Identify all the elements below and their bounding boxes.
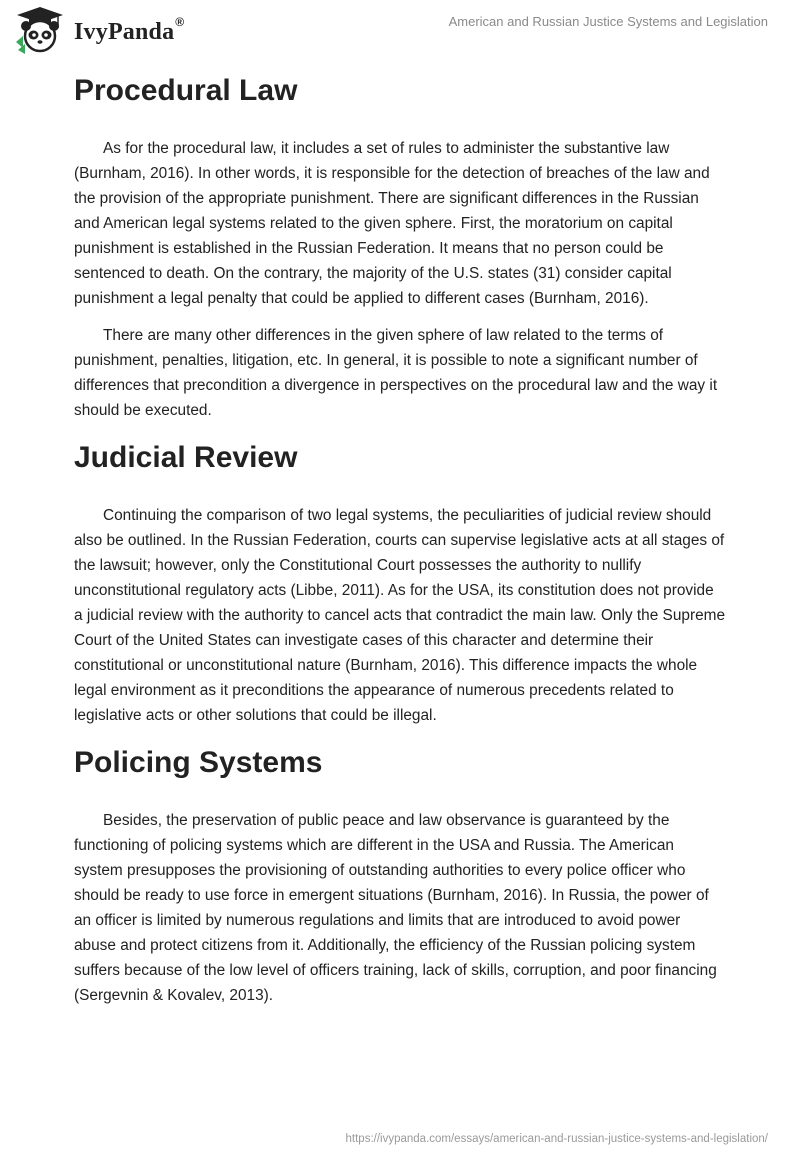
- page-header: [0, 0, 800, 60]
- brand-name: IvyPanda®: [74, 14, 185, 45]
- section-heading: Policing Systems: [74, 746, 323, 779]
- section-procedural-law: [74, 70, 726, 423]
- paragraph: Besides, the preservation of public peace and law observance is guaranteed by the functioning of policing systems which are different in the USA and Russia. The American system presupposes the provisioning of outstanding authorities to every police officer who should be ready to use force in emergent situations (Burnham, 2016). In Russia, the power of an officer is limited by numerous regulations and limits that are introduced to avoid power abuse and protect citizens from it. Additionally, the efficiency of the Russian policing system suffers because of the low level of officers training, lack of skills, corruption, and poor financing (Sergevnin & Kovalev, 2013).: [74, 812, 717, 1004]
- panda-graduate-icon: [14, 6, 66, 54]
- section-heading: Procedural Law: [74, 74, 298, 107]
- section-policing-systems: [74, 742, 726, 1008]
- essay-body: [74, 70, 726, 1020]
- footer-url[interactable]: https://ivypanda.com/essays/american-and-russian-justice-systems-and-legislation/: [345, 1133, 768, 1145]
- paragraph: As for the procedural law, it includes a set of rules to administer the substantive law (Burnham, 2016). In other words, it is responsible for the detection of breaches of the law and the provision of the appropriate punishment. There are significant differences in the Russian and American legal systems related to the given sphere. First, the moratorium on capital punishment is established in the Russian Federation. It means that no person could be sentenced to death. On the contrary, the majority of the U.S. states (31) consider capital punishment a legal penalty that could be applied to different cases (Burnham, 2016).: [74, 140, 710, 307]
- section-heading: Judicial Review: [74, 441, 298, 474]
- paragraph: Continuing the comparison of two legal systems, the peculiarities of judicial review should also be outlined. In the Russian Federation, courts can supervise legislative acts at all stages of the lawsuit; however, only the Constitutional Court possesses the authority to nullify unconstitutional regulatory acts (Libbe, 2011). As for the USA, its constitution does not provide a judicial review with the authority to cancel acts that contradict the main law. Only the Supreme Court of the United States can investigate cases of this character and determine their constitutional or unconstitutional nature (Burnham, 2016). This difference impacts the whole legal environment as it preconditions the appearance of numerous precedents related to legislative acts or other solutions that could be illegal.: [74, 507, 726, 724]
- section-judicial-review: [74, 437, 726, 728]
- document-title: American and Russian Justice Systems and Legislation: [448, 14, 768, 29]
- paragraph: There are many other differences in the given sphere of law related to the terms of punishment, penalties, litigation, etc. In general, it is possible to note a significant number of differences that precondition a divergence in perspectives on the procedural law and the way it should be executed.: [74, 327, 718, 419]
- ivypanda-logo[interactable]: [14, 6, 184, 54]
